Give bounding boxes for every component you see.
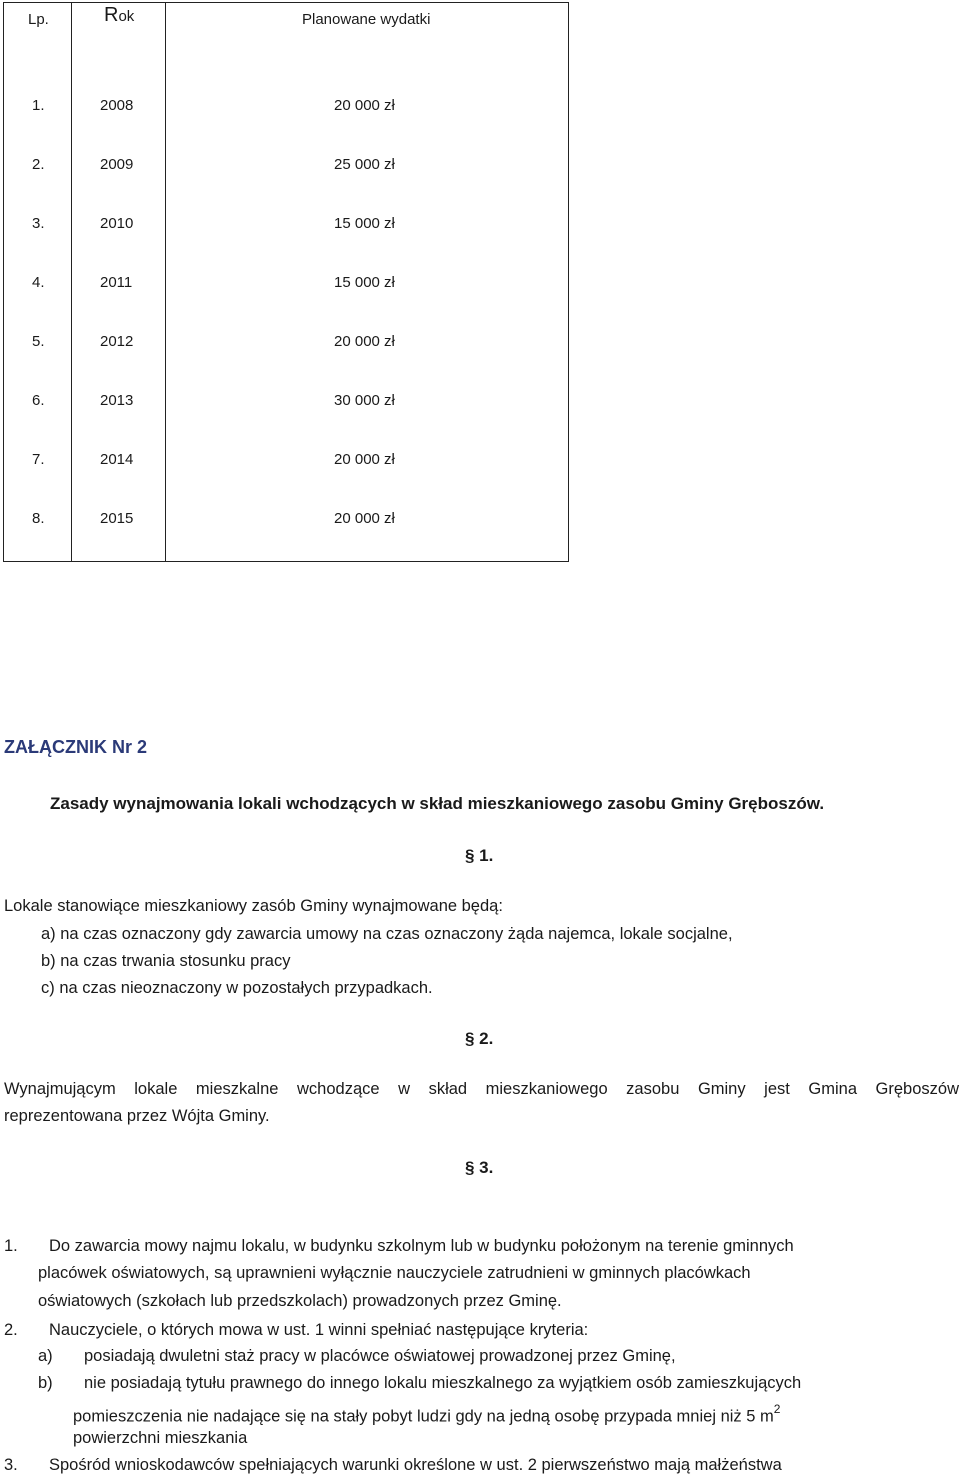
row-lp: 8. — [32, 510, 45, 527]
section-3-item-b-line-2: pomieszczenia nie nadające się na stały pobyt ludzi gdy na jedną osobę przypada mniej niż 5 $m^2$ — [73, 1402, 781, 1426]
row-year: 2012 — [100, 333, 134, 350]
row-lp: 6. — [32, 392, 45, 409]
row-year: 2008 — [100, 97, 134, 114]
table-divider — [165, 3, 166, 561]
section-3-point-3-number: 3. — [4, 1456, 18, 1474]
section-1-heading: § 1. — [465, 846, 494, 865]
row-year: 2014 — [100, 451, 134, 468]
header-planned-expenses: Planowane wydatki — [302, 11, 431, 28]
row-year: 2010 — [100, 215, 134, 232]
row-amount: 20 000 zł — [334, 97, 395, 114]
section-3-point-1-line-3: oświatowych (szkołach lub przedszkolach) prowadzonych przez Gminę. — [38, 1292, 562, 1310]
section-3-point-1-number: 1. — [4, 1237, 18, 1255]
row-amount: 20 000 zł — [334, 510, 395, 527]
section-3-item-b-label: b) — [38, 1374, 53, 1392]
section-1-item-b: b) na czas trwania stosunku pracy — [41, 952, 291, 970]
section-3-item-a-text: posiadają dwuletni staż pracy w placówce oświatowej prowadzonej przez Gminę, — [84, 1347, 676, 1365]
table-divider — [71, 3, 72, 561]
row-amount: 30 000 zł — [334, 392, 395, 409]
section-3-point-1-line-1: Do zawarcia mowy najmu lokalu, w budynku szkolnym lub w budynku położonym na terenie gminnych — [49, 1237, 794, 1255]
row-year: 2009 — [100, 156, 134, 173]
section-3-heading: § 3. — [465, 1158, 494, 1177]
section-1-intro: Lokale stanowiące mieszkaniowy zasób Gminy wynajmowane będą: — [4, 897, 503, 915]
row-lp: 3. — [32, 215, 45, 232]
header-rok: Rok — [104, 4, 135, 26]
row-amount: 20 000 zł — [334, 333, 395, 350]
section-1-item-a: a) na czas oznaczony gdy zawarcia umowy na czas oznaczony żąda najemca, lokale socjalne, — [41, 925, 733, 943]
row-lp: 4. — [32, 274, 45, 291]
section-3-point-1-line-2: placówek oświatowych, są uprawnieni wyłącznie nauczyciele zatrudnieni w gminnych placówkach — [38, 1264, 751, 1282]
section-3-item-b-line-1: nie posiadają tytułu prawnego do innego lokalu mieszkalnego za wyjątkiem osób zamieszkujących — [84, 1374, 802, 1392]
annex-subtitle: Zasady wynajmowania lokali wchodzących w skład mieszkaniowego zasobu Gminy Gręboszów. — [50, 794, 825, 813]
section-2-line-1: Wynajmującym lokale mieszkalne wchodzące w skład mieszkaniowego zasobu Gminy jest Gmina Gręboszów — [4, 1080, 959, 1098]
section-3-item-b-line-3: powierzchni mieszkania — [73, 1429, 248, 1447]
row-lp: 5. — [32, 333, 45, 350]
section-1-item-c: c) na czas nieoznaczony w pozostałych przypadkach. — [41, 979, 433, 997]
section-3-point-2-text: Nauczyciele, o których mowa w ust. 1 winni spełniać następujące kryteria: — [49, 1321, 589, 1339]
expenses-table — [3, 2, 569, 562]
row-year: 2013 — [100, 392, 134, 409]
header-lp: Lp. — [28, 11, 49, 28]
row-amount: 15 000 zł — [334, 274, 395, 291]
row-amount: 15 000 zł — [334, 215, 395, 232]
section-3-item-a-label: a) — [38, 1347, 53, 1365]
annex-title: ZAŁĄCZNIK Nr 2 — [4, 737, 147, 757]
row-amount: 25 000 zł — [334, 156, 395, 173]
section-2-line-2: reprezentowana przez Wójta Gminy. — [4, 1107, 270, 1125]
row-lp: 7. — [32, 451, 45, 468]
row-lp: 1. — [32, 97, 45, 114]
row-lp: 2. — [32, 156, 45, 173]
section-3-point-3-text: Spośród wnioskodawców spełniających warunki określone w ust. 2 pierwszeństwo mają małżeństwa — [49, 1456, 782, 1474]
section-3-point-2-number: 2. — [4, 1321, 18, 1339]
section-2-heading: § 2. — [465, 1029, 494, 1048]
row-year: 2015 — [100, 510, 134, 527]
row-year: 2011 — [100, 274, 133, 291]
row-amount: 20 000 zł — [334, 451, 395, 468]
